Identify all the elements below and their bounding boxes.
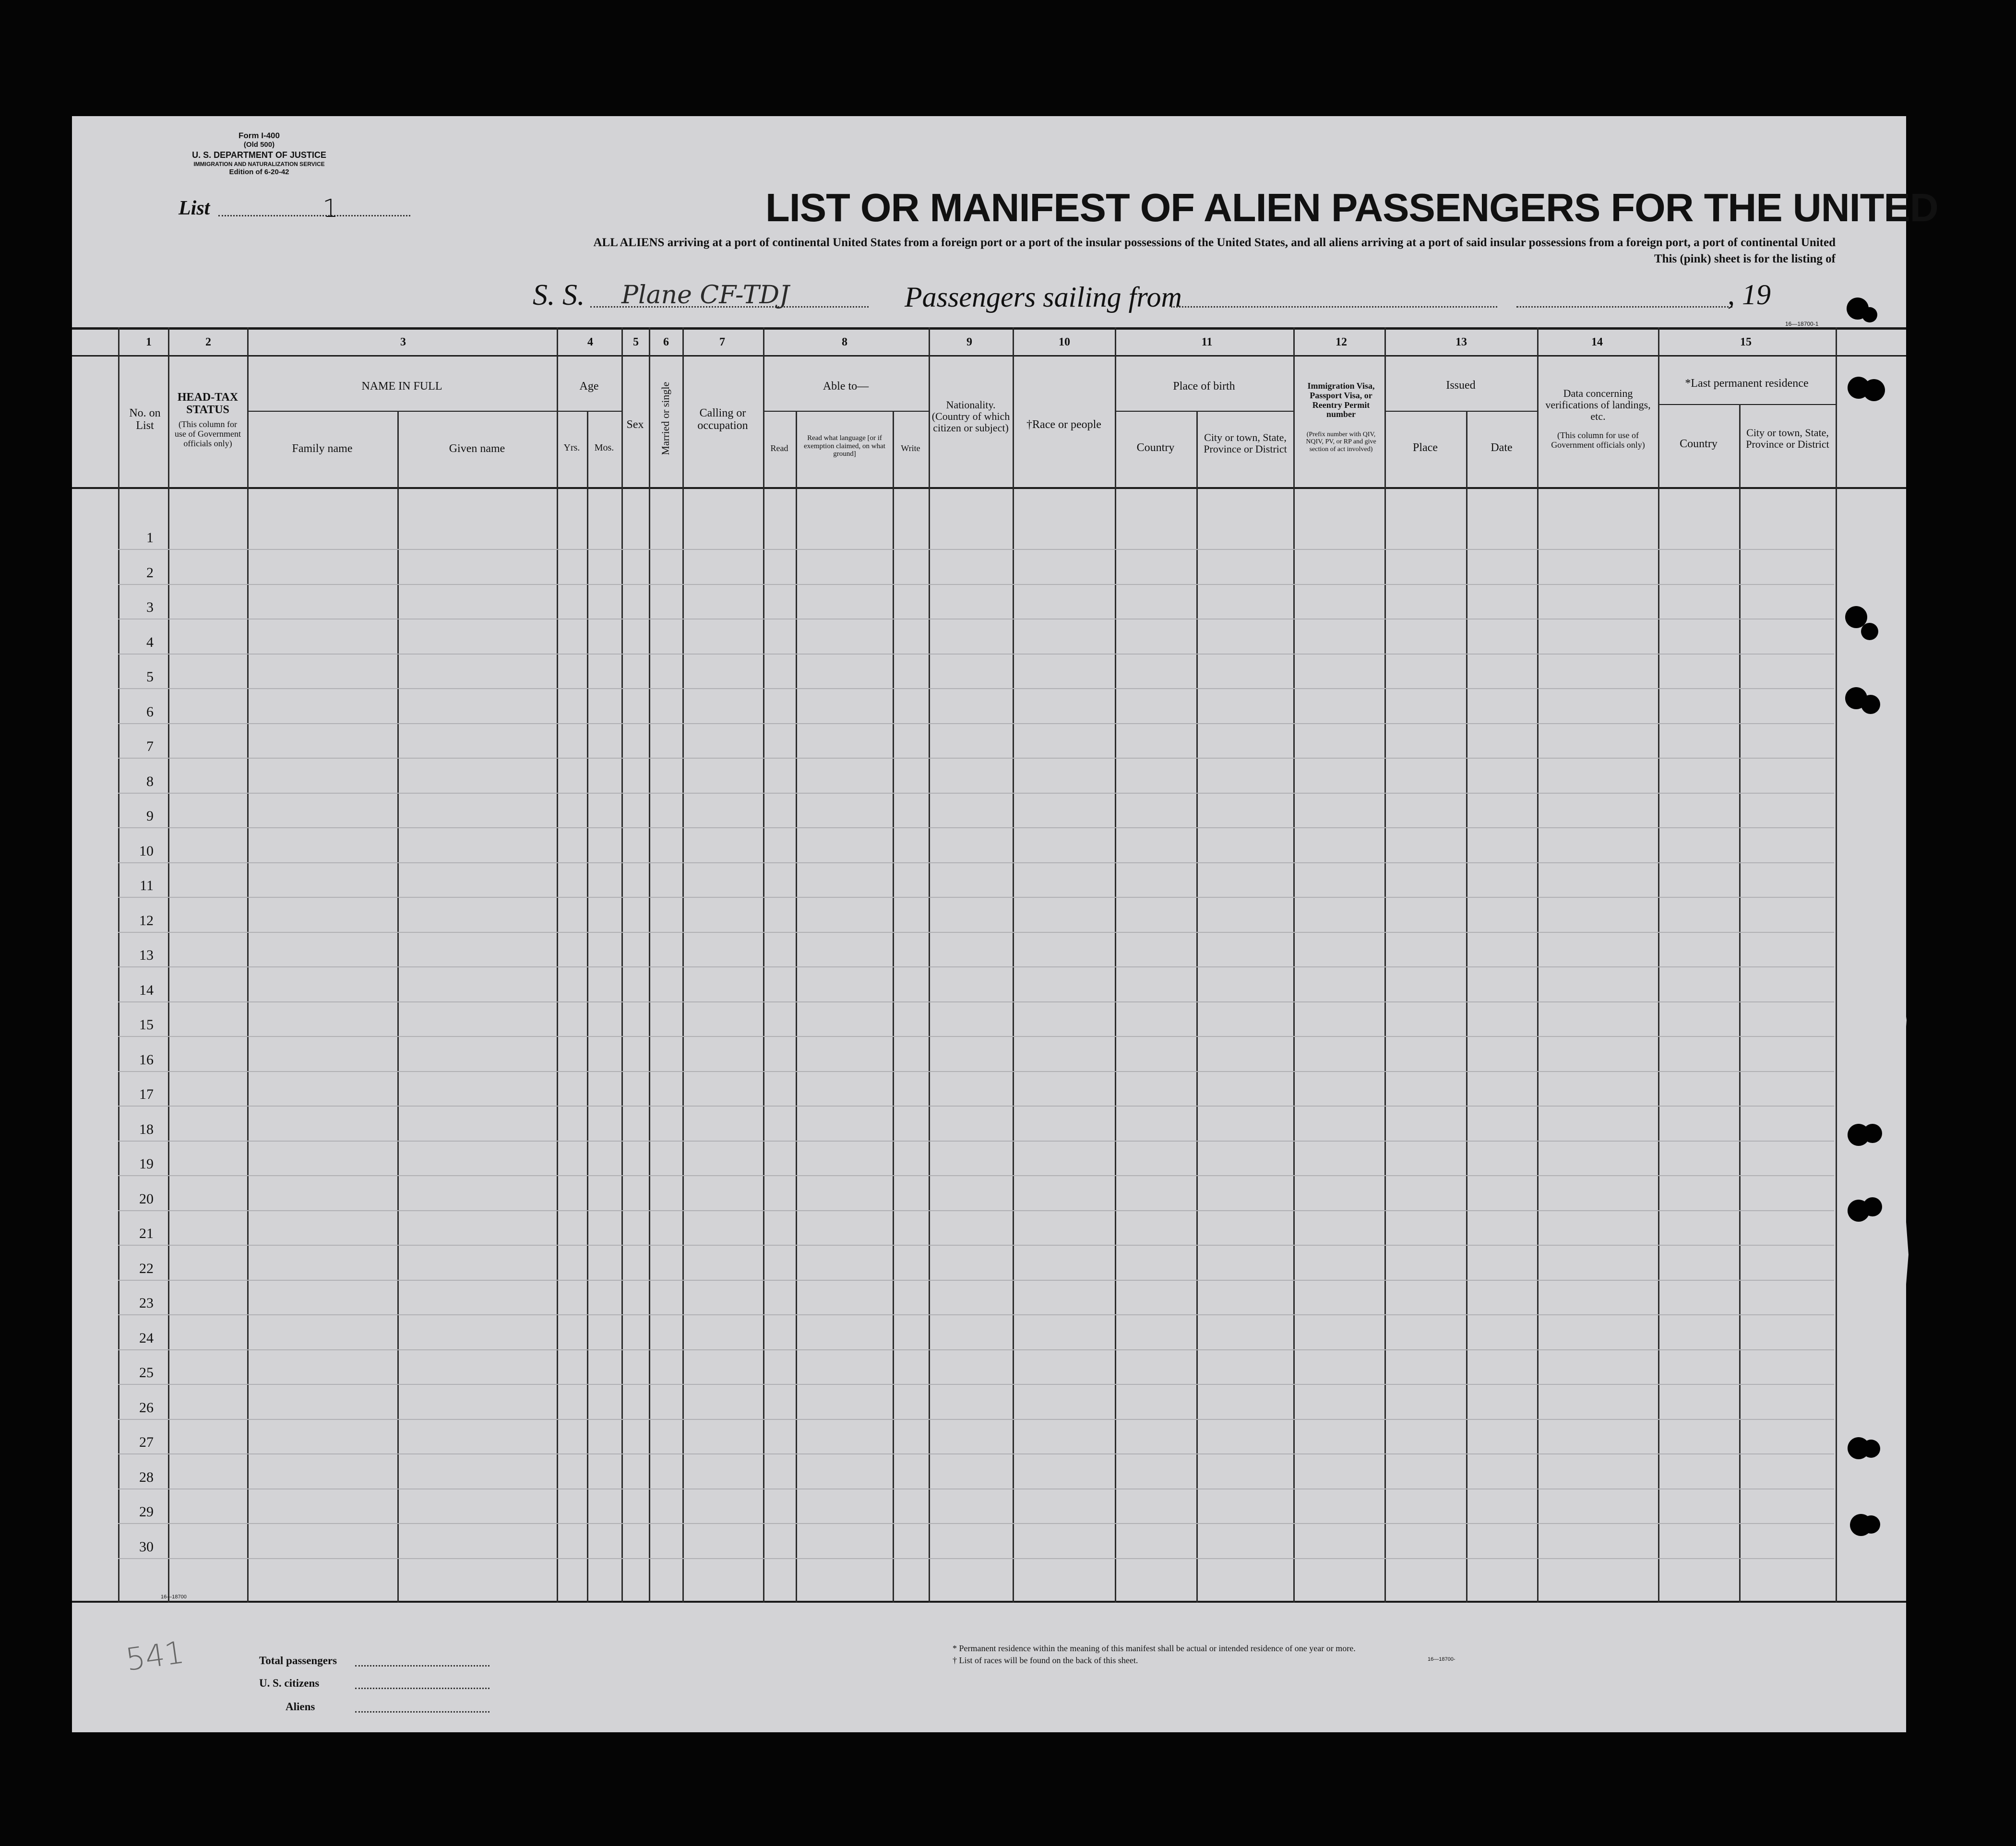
table-row xyxy=(118,862,1834,863)
header-place-of-birth: Place of birth xyxy=(1173,380,1235,393)
col-line-2 xyxy=(247,327,249,1603)
issued-subrule xyxy=(1384,411,1537,412)
header-no-on-list: No. on List xyxy=(129,407,161,432)
row-number: 25 xyxy=(139,1365,154,1381)
able-subrule xyxy=(763,411,929,412)
row-number: 20 xyxy=(139,1191,154,1207)
col-num-10: 10 xyxy=(1059,336,1070,348)
table-row xyxy=(118,654,1834,655)
col-num-5: 5 xyxy=(633,336,639,348)
column-number-rule xyxy=(72,355,1906,357)
header-birth-city: City or town, State, Province or District xyxy=(1204,431,1287,455)
print-code-footer: 16—18700- xyxy=(1428,1656,1455,1662)
totals-passengers-line xyxy=(355,1665,489,1667)
birth-subrule xyxy=(1115,411,1293,412)
header-nationality: Nationality. (Country of which citizen or subject) xyxy=(931,399,1010,434)
col-line-7 xyxy=(649,327,650,1603)
row-number: 6 xyxy=(146,704,154,720)
header-res-country: Country xyxy=(1680,438,1718,450)
row-number: 12 xyxy=(139,913,154,929)
header-read-language: Read what language [or if exemption claimed, on what ground] xyxy=(804,434,885,458)
row-number: 1 xyxy=(146,530,154,546)
manifest-sheet xyxy=(72,116,1938,1732)
subtitle-line2: This (pink) sheet is for the listing of xyxy=(1654,252,1836,265)
header-last-residence: *Last permanent residence xyxy=(1685,377,1809,390)
col-num-15: 15 xyxy=(1740,336,1752,348)
col-num-9: 9 xyxy=(966,336,972,348)
row-number: 30 xyxy=(139,1539,154,1555)
form-id-block xyxy=(173,131,346,177)
print-code-bottom: 16—18700 xyxy=(161,1594,187,1600)
header-verifications: Data concerning verifications of landings, etc. xyxy=(1545,387,1651,423)
col-line-0 xyxy=(118,327,119,1603)
header-name-in-full: NAME IN FULL xyxy=(361,380,442,393)
col-num-4: 4 xyxy=(587,336,593,348)
table-row xyxy=(118,1280,1834,1281)
totals-citizens-line xyxy=(355,1688,489,1689)
list-line xyxy=(218,215,410,216)
table-row xyxy=(118,897,1834,898)
row-number: 19 xyxy=(139,1156,154,1172)
header-write: Write xyxy=(901,443,920,453)
col-num-1: 1 xyxy=(146,336,152,348)
col-line-18 xyxy=(1466,411,1467,1603)
punch-hole xyxy=(1862,1440,1880,1458)
table-row xyxy=(118,1349,1834,1350)
col-line-4 xyxy=(557,327,558,1603)
table-row xyxy=(118,584,1834,585)
row-number: 8 xyxy=(146,774,154,789)
table-row xyxy=(118,1245,1834,1246)
row-number: 21 xyxy=(139,1226,154,1241)
ship-prefix: S. S. xyxy=(533,279,585,311)
table-row xyxy=(118,1001,1834,1002)
table-row xyxy=(118,793,1834,794)
table-row xyxy=(118,1175,1834,1176)
header-calling: Calling or occupation xyxy=(697,407,748,432)
col-num-8: 8 xyxy=(842,336,847,348)
table-row xyxy=(118,1384,1834,1385)
col-line-19 xyxy=(1537,327,1539,1603)
col-line-12 xyxy=(929,327,930,1603)
row-number: 27 xyxy=(139,1434,154,1450)
table-row xyxy=(118,1419,1834,1420)
year-prefix: , 19 xyxy=(1728,279,1771,310)
header-head-tax-note: (This column for use of Government officials only) xyxy=(175,419,241,448)
header-res-city: City or town, State, Province or District xyxy=(1746,427,1829,451)
header-visa: Immigration Visa, Passport Visa, or Reentry Permit number xyxy=(1307,381,1375,419)
col-line-22 xyxy=(1836,327,1837,1603)
row-number: 28 xyxy=(139,1469,154,1485)
table-row xyxy=(118,1036,1834,1037)
footnote-races: † List of races will be found on the back of this sheet. xyxy=(953,1655,1138,1665)
table-top-rule xyxy=(72,327,1906,330)
col-line-10 xyxy=(796,411,797,1603)
list-value: 1 xyxy=(322,194,339,223)
totals-aliens-label: Aliens xyxy=(286,1701,315,1713)
row-number: 2 xyxy=(146,565,154,581)
row-number: 24 xyxy=(139,1330,154,1346)
header-visa-note: (Prefix number with QIV, NQIV, PV, or RP and give section of act involved) xyxy=(1306,431,1376,453)
table-row xyxy=(118,758,1834,759)
punch-hole xyxy=(1863,1197,1882,1216)
col-line-11 xyxy=(893,411,894,1603)
col-num-3: 3 xyxy=(400,336,406,348)
header-issued-place: Place xyxy=(1413,441,1438,454)
header-family-name: Family name xyxy=(292,442,353,455)
totals-citizens-label: U. S. citizens xyxy=(259,1677,320,1689)
margin-handwritten-number: 541 xyxy=(123,1634,187,1679)
table-row xyxy=(118,723,1834,724)
row-number: 16 xyxy=(139,1052,154,1068)
row-number: 23 xyxy=(139,1295,154,1311)
totals-aliens-line xyxy=(355,1711,489,1713)
row-number: 7 xyxy=(146,738,154,754)
row-number: 10 xyxy=(139,843,154,859)
table-row xyxy=(118,1523,1834,1524)
row-number: 11 xyxy=(140,878,154,893)
col-line-13 xyxy=(1013,327,1014,1603)
punch-hole xyxy=(1863,1124,1882,1143)
header-head-tax: HEAD-TAX STATUS xyxy=(177,391,239,417)
age-subrule xyxy=(557,411,621,412)
header-mos: Mos. xyxy=(594,442,614,453)
punch-hole xyxy=(1862,307,1877,322)
form-old: (Old 500) xyxy=(243,141,275,149)
col-line-14 xyxy=(1115,327,1116,1603)
row-number: 18 xyxy=(139,1121,154,1137)
col-line-20 xyxy=(1658,327,1659,1603)
list-label: List xyxy=(179,197,210,219)
punch-hole xyxy=(1863,379,1885,401)
col-line-3 xyxy=(397,411,399,1603)
col-line-9 xyxy=(763,327,764,1603)
table-row xyxy=(118,1558,1834,1559)
punch-hole xyxy=(1861,695,1880,714)
col-line-16 xyxy=(1293,327,1295,1603)
form-edition: Edition of 6-20-42 xyxy=(229,167,289,176)
totals-passengers-label: Total passengers xyxy=(259,1655,337,1667)
row-number: 13 xyxy=(139,947,154,963)
row-number: 15 xyxy=(139,1017,154,1033)
table-row xyxy=(118,549,1834,550)
table-row xyxy=(118,688,1834,689)
row-number: 5 xyxy=(146,669,154,685)
row-number: 14 xyxy=(139,982,154,998)
row-number: 4 xyxy=(146,634,154,650)
col-num-11: 11 xyxy=(1201,336,1213,348)
table-row xyxy=(118,932,1834,933)
col-num-13: 13 xyxy=(1455,336,1467,348)
col-num-12: 12 xyxy=(1336,336,1347,348)
table-row xyxy=(118,1210,1834,1211)
header-age: Age xyxy=(579,380,599,393)
table-row xyxy=(118,1106,1834,1107)
col-num-6: 6 xyxy=(663,336,669,348)
ship-line xyxy=(590,306,869,308)
col-num-2: 2 xyxy=(205,336,211,348)
header-able-to: Able to— xyxy=(823,380,869,393)
table-bottom-rule xyxy=(72,1601,1906,1603)
col-line-1 xyxy=(168,327,169,1603)
form-department: U. S. DEPARTMENT OF JUSTICE xyxy=(192,150,326,160)
header-read: Read xyxy=(770,443,788,453)
header-given-name: Given name xyxy=(449,442,505,455)
col-line-17 xyxy=(1384,327,1386,1603)
col-line-6 xyxy=(621,327,623,1603)
row-number: 3 xyxy=(146,599,154,615)
header-race: †Race or people xyxy=(1026,418,1101,431)
table-row xyxy=(118,1071,1834,1072)
form-service: IMMIGRATION AND NATURALIZATION SERVICE xyxy=(193,160,325,167)
col-line-5 xyxy=(587,411,588,1603)
table-row xyxy=(118,966,1834,967)
col-num-14: 14 xyxy=(1591,336,1603,348)
header-issued: Issued xyxy=(1446,379,1476,392)
sailing-date-line xyxy=(1516,306,1732,308)
row-number: 22 xyxy=(139,1261,154,1276)
row-number: 29 xyxy=(139,1504,154,1520)
page-title: LIST OR MANIFEST OF ALIEN PASSENGERS FOR THE UNITED xyxy=(765,185,1938,230)
subtitle-line1: ALL ALIENS arriving at a port of continental United States from a foreign port or a port of the insular possessions of the United States, and all aliens arriving at a port of said insular possessions from a foreign port, a port of continental United xyxy=(593,236,1836,249)
print-code-top: 16—18700-1 xyxy=(1785,321,1819,327)
col-line-8 xyxy=(682,327,684,1603)
row-number: 26 xyxy=(139,1400,154,1416)
sailing-label: Passengers sailing from xyxy=(905,281,1182,313)
row-number: 17 xyxy=(139,1086,154,1102)
row-number: 9 xyxy=(146,808,154,824)
col-num-7: 7 xyxy=(719,336,725,348)
ship-name-handwritten: Plane CF-TDJ xyxy=(621,281,789,310)
residence-subrule xyxy=(1658,404,1836,405)
form-number: Form I-400 xyxy=(239,131,280,140)
punch-hole xyxy=(1861,623,1878,640)
footnote-permanent-residence: * Permanent residence within the meaning of this manifest shall be actual or intended residence of one year or more. xyxy=(953,1644,1356,1653)
header-birth-country: Country xyxy=(1136,441,1175,454)
header-sex: Sex xyxy=(626,418,644,431)
header-bottom-rule xyxy=(72,487,1906,489)
header-issued-date: Date xyxy=(1491,441,1513,454)
header-married: Married or single xyxy=(659,381,671,455)
header-yrs: Yrs. xyxy=(563,442,580,453)
table-row xyxy=(118,827,1834,828)
table-row xyxy=(118,1141,1834,1142)
header-verifications-note: (This column for use of Government officials only) xyxy=(1551,430,1645,450)
col-line-15 xyxy=(1196,411,1198,1603)
table-row xyxy=(118,1314,1834,1315)
punch-hole xyxy=(1862,1515,1880,1534)
sailing-from-line xyxy=(1171,306,1497,308)
table-row xyxy=(118,1453,1834,1454)
